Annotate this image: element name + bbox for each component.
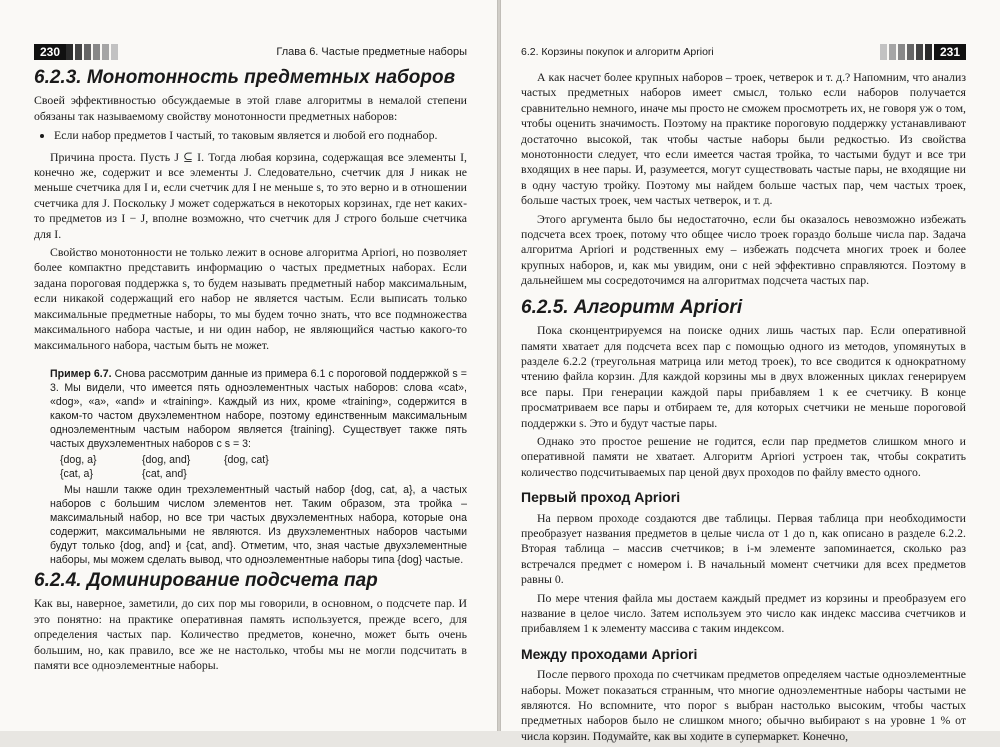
subsection-heading: Первый проход Apriori xyxy=(521,489,681,506)
paragraph: Пока сконцентрируемся на поиске одних лишь частых пар. Если оперативной памяти хватает для подсчета всех пар с помощью одного из методов, упомянутых в разделе 6.2.2 (треугольная матрица или метод троек), то все сводится к однократному чтению файла корзин. Для каждой корзины мы в двух вложенных циклах генерируем все пары. При генерации каждой пары прибавляем 1 к ее счетчику. В конце просматриваем все пары и отбираем те, для которых счетчики не меньше пороговой поддержки s. Это и будут частые пары. xyxy=(521,323,966,430)
left-page xyxy=(0,0,497,731)
running-title: 6.2. Корзины покупок и алгоритм Apriori xyxy=(521,46,714,58)
paragraph: На первом проходе создаются две таблицы. Первая таблица при необходимости преобразует названия предметов в целые числа от 1 до n, как описано в разделе 6.2.2. Вторая таблица – массив счетчиков; в i-м элементе запоминается, сколько раз встречался предмет с номером i. В начальный момент счетчики для всех предметов равны 0. xyxy=(521,510,966,587)
paragraph: Этого аргумента было бы недостаточно, если бы оказалось невозможно избежать подсчета всех троек, потому что общее число троек гораздо больше числа пар. Задача алгоритма Apriori и родственных ему – избежать подсчета многих троек и более крупных наборов, и, как мы увидим, они с ней эффективно справляются. Поэтому в дальнейшем мы сосредоточимся на алгоритмах подсчета частых пар. xyxy=(521,211,966,288)
set-item: {cat, and} xyxy=(142,467,187,480)
set-item: {dog, a} xyxy=(60,453,97,466)
right-page-header xyxy=(521,44,966,60)
section-heading: 6.2.5. Алгоритм Apriori xyxy=(521,296,743,318)
paragraph: А как насчет более крупных наборов – троек, четверок и т. д.? Напомним, что анализ частых предметных наборов имеет смысл, только если наборов получается сравнительно немного, иначе мы просто не сможем просмотреть их, не говоря уж о том, чтобы оценить значимость. Поэтому на практике пороговую поддержку устанавливают достаточно высокой, так чтобы частые наборы были редкостью. Из свойства монотонности следует, что если имеется частая тройка, то частыми будут и все три входящих в нее пары. И, разумеется, могут существовать частые пары, не входящие ни в одну частую тройку. Поэтому мы найдем больше частых пар, чем частых троек, больше частых троек, чем частых четверок, и т. д. xyxy=(521,70,966,208)
example-paragraph xyxy=(50,367,467,451)
paragraph: Свойство монотонности не только лежит в основе алгоритма Apriori, но позволяет более компактно представить информацию о частых предметных наборах. Если задана пороговая поддержка s, то будем называть предметный набор максимальным, если никакой содержащий его набор не является частым. Если выписать только максимальные предметные наборы, то мы будем точно знать, что все подмножества максимального набора частые, и ни один набор, не являющийся частью какого-то максимального набора, частым быть не может. xyxy=(34,245,467,352)
paragraph: Как вы, наверное, заметили, до сих пор мы говорили, в основном, о подсчете пар. И это понятно: на практике оперативная память используется, прежде всего, для определения частых пар. Количество предметов, конечно, может быть очень большим, но, как правило, все же не настолько, чтобы мы не могли подсчитать в памяти все одноэлементные наборы. xyxy=(34,596,467,672)
left-page-header xyxy=(34,44,467,60)
paragraph: Причина проста. Пусть J ⊆ I. Тогда любая корзина, содержащая все элементы I, конечно же, содержит и все элементы J. Следовательно, счетчик для J никак не меньше счетчика для I и, если счетчик для I не меньше s, то это верно и в отношении счетчика для J. Поскольку J может содержаться в некоторых корзинах, где нет каких-то предметов из I − J, вполне возможно, что счетчик для J строго больше счетчика для I. xyxy=(34,149,467,241)
right-page-content xyxy=(521,70,966,747)
example-text: Снова рассмотрим данные из примера 6.1 с пороговой поддержкой s = 3. Мы видели, что имеется пять одноэлементных частых наборов: слова «cat», «dog», «a», «and» и «training». Каждый из них, кроме «training», содержится в каком-то частом двухэлементном наборе, поэтому единственным максимальным одноэлементным частым набором является {training}. Существует также пять частых двухэлементных наборов с s = 3: xyxy=(50,367,467,450)
header-decoration xyxy=(66,44,120,60)
bullet-list xyxy=(34,128,467,143)
page-number: 230 xyxy=(34,44,66,60)
set-list xyxy=(60,453,467,481)
subsection-heading: Между проходами Apriori xyxy=(521,645,698,662)
paragraph: Своей эффективностью обсуждаемые в этой главе алгоритмы в немалой степени обязаны так называемому свойству монотонности предметных наборов: xyxy=(34,93,467,123)
paragraph: После первого прохода по счетчикам предметов определяем частые одноэлементные наборы. Может показаться странным, что многие одноэлементные наборы частыми не являются. Но вспомните, что порог s выбран настолько высоким, чтобы частых предметных наборов было не слишком много; обычно выбирают s на уровне 1 % от числа корзин. Подумайте, как вы ходите в супермаркет. Конечно, xyxy=(521,667,966,743)
paragraph: По мере чтения файла мы достаем каждый предмет из корзины и преобразуем его название в целое число. Затем используем это число как индекс массива счетчиков и прибавляем 1 к элементу массива с таким индексом. xyxy=(521,590,966,636)
section-heading: 6.2.4. Доминирование подсчета пар xyxy=(34,569,378,591)
example-label: Пример 6.7. xyxy=(50,367,112,380)
set-item: {cat, a} xyxy=(60,467,93,480)
header-decoration xyxy=(880,44,934,60)
page-number: 231 xyxy=(934,44,966,60)
section-heading: 6.2.3. Монотонность предметных наборов xyxy=(34,67,456,88)
bullet-item: • Если набор предметов I частый, то таковым является и любой его поднабор. xyxy=(54,128,467,143)
set-item: {dog, and} xyxy=(142,453,191,466)
left-page-content xyxy=(34,67,467,676)
example-block xyxy=(50,367,467,567)
paragraph: Однако это простое решение не годится, если пар предметов слишком много и оперативной памяти не хватает. Алгоритм Apriori устроен так, чтобы сократить количество подсчитываемых пар ценой двух проходов по файлу вместо одного. xyxy=(521,433,966,479)
right-page xyxy=(501,0,1000,743)
example-paragraph: Мы нашли также один трехэлементный частый набор {dog, cat, a}, а частых наборов с большим числом элементов нет. Таким образом, эта тройка – максимальный набор, но все три частых двухэлементных набора, которые она содержит, максимальными не являются. Из двухэлементных наборов частыми будут только {dog, and} и {cat, and}. Отметим, что, зная частые двухэлементные наборы, мы можем сделать вывод, что одноэлементные наборы типа {dog} частые. xyxy=(50,483,467,566)
set-item: {dog, cat} xyxy=(224,453,269,466)
chapter-title: Глава 6. Частые предметные наборы xyxy=(276,46,467,58)
